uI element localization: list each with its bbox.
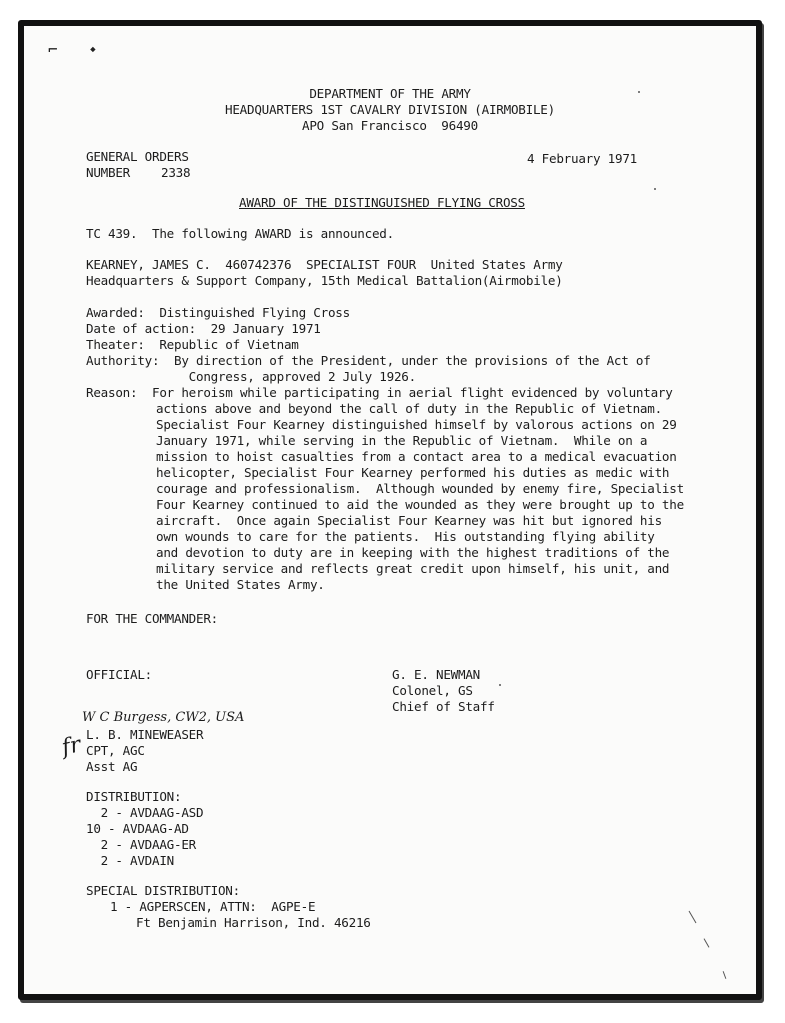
scan-stroke (723, 971, 727, 979)
reason-line: mission to hoist casualties from a contact area to a medical evacuation (156, 449, 677, 464)
reason-line: helicopter, Specialist Four Kearney performed his duties as medic with (156, 465, 670, 480)
recipient-line-2: Headquarters & Support Company, 15th Medical Battalion(Airmobile) (86, 273, 563, 288)
signer-name: G. E. NEWMAN (392, 667, 480, 682)
handwritten-signature: W C Burgess, CW2, USA (82, 710, 245, 725)
reason-line: own wounds to care for the patients. His outstanding flying ability (156, 529, 655, 544)
reason-line: January 1971, while serving in the Republic of Vietnam. While on a (156, 433, 648, 448)
recipient-line-1: KEARNEY, JAMES C. 460742376 SPECIALIST FOUR United States Army (86, 257, 563, 272)
authenticator-rank: CPT, AGC (86, 743, 145, 758)
special-distribution-address: Ft Benjamin Harrison, Ind. 46216 (136, 915, 371, 930)
header-department: DEPARTMENT OF THE ARMY (309, 86, 471, 101)
scan-stroke (689, 911, 697, 924)
detail-date-of-action: Date of action: 29 January 1971 (86, 321, 321, 336)
general-orders-label: GENERAL ORDERS (86, 149, 189, 164)
detail-awarded: Awarded: Distinguished Flying Cross (86, 305, 350, 320)
handwritten-initials: fr (59, 732, 84, 761)
scan-speck (499, 684, 501, 686)
distribution-item: 2 - AVDAAG-ASD (86, 805, 204, 820)
authenticator-title: Asst AG (86, 759, 138, 774)
header-division: HEADQUARTERS 1ST CAVALRY DIVISION (AIRMOBILE) (225, 102, 555, 117)
tc-line: TC 439. The following AWARD is announced. (86, 226, 394, 241)
reason-line: aircraft. Once again Specialist Four Kearney was hit but ignored his (156, 513, 662, 528)
reason-line: and devotion to duty are in keeping with the highest traditions of the (156, 545, 670, 560)
reason-line: Specialist Four Kearney distinguished himself by valorous actions on 29 (156, 417, 677, 432)
reason-line: the United States Army. (156, 577, 325, 592)
detail-authority: Authority: By direction of the President, under the provisions of the Act of (86, 353, 651, 368)
scan-speck (654, 188, 656, 190)
distribution-item: 10 - AVDAAG-AD (86, 821, 189, 836)
distribution-item: 2 - AVDAAG-ER (86, 837, 196, 852)
signer-title: Chief of Staff (392, 699, 495, 714)
award-title: AWARD OF THE DISTINGUISHED FLYING CROSS (239, 195, 525, 210)
scan-speck (638, 91, 640, 93)
official-label: OFFICIAL: (86, 667, 152, 682)
corner-mark: ⬩ (90, 39, 96, 58)
reason-line: military service and reflects great credit upon himself, his unit, and (156, 561, 670, 576)
header-apo: APO San Francisco 96490 (302, 118, 478, 133)
detail-authority-cont: Congress, approved 2 July 1926. (86, 369, 416, 384)
number-label: NUMBER (86, 165, 130, 180)
order-number: 2338 (161, 165, 191, 180)
reason-line: actions above and beyond the call of duty in the Republic of Vietnam. (156, 401, 662, 416)
special-distribution-item: 1 - AGPERSCEN, ATTN: AGPE-E (110, 899, 316, 914)
reason-line: courage and professionalism. Although wounded by enemy fire, Specialist (156, 481, 684, 496)
special-distribution-label: SPECIAL DISTRIBUTION: (86, 883, 240, 898)
scan-stroke (704, 938, 710, 947)
detail-theater: Theater: Republic of Vietnam (86, 337, 299, 352)
for-the-commander: FOR THE COMMANDER: (86, 611, 218, 626)
reason-line: Four Kearney continued to aid the wounded as they were brought up to the (156, 497, 684, 512)
signer-rank: Colonel, GS (392, 683, 473, 698)
corner-mark: ⌐ (48, 40, 58, 59)
distribution-item: 2 - AVDAIN (86, 853, 174, 868)
detail-reason: Reason: For heroism while participating in aerial flight evidenced by voluntary (86, 385, 673, 400)
order-date: 4 February 1971 (527, 151, 637, 166)
distribution-label: DISTRIBUTION: (86, 789, 182, 804)
authenticator-name: L. B. MINEWEASER (86, 727, 204, 742)
document-page (18, 20, 762, 1000)
